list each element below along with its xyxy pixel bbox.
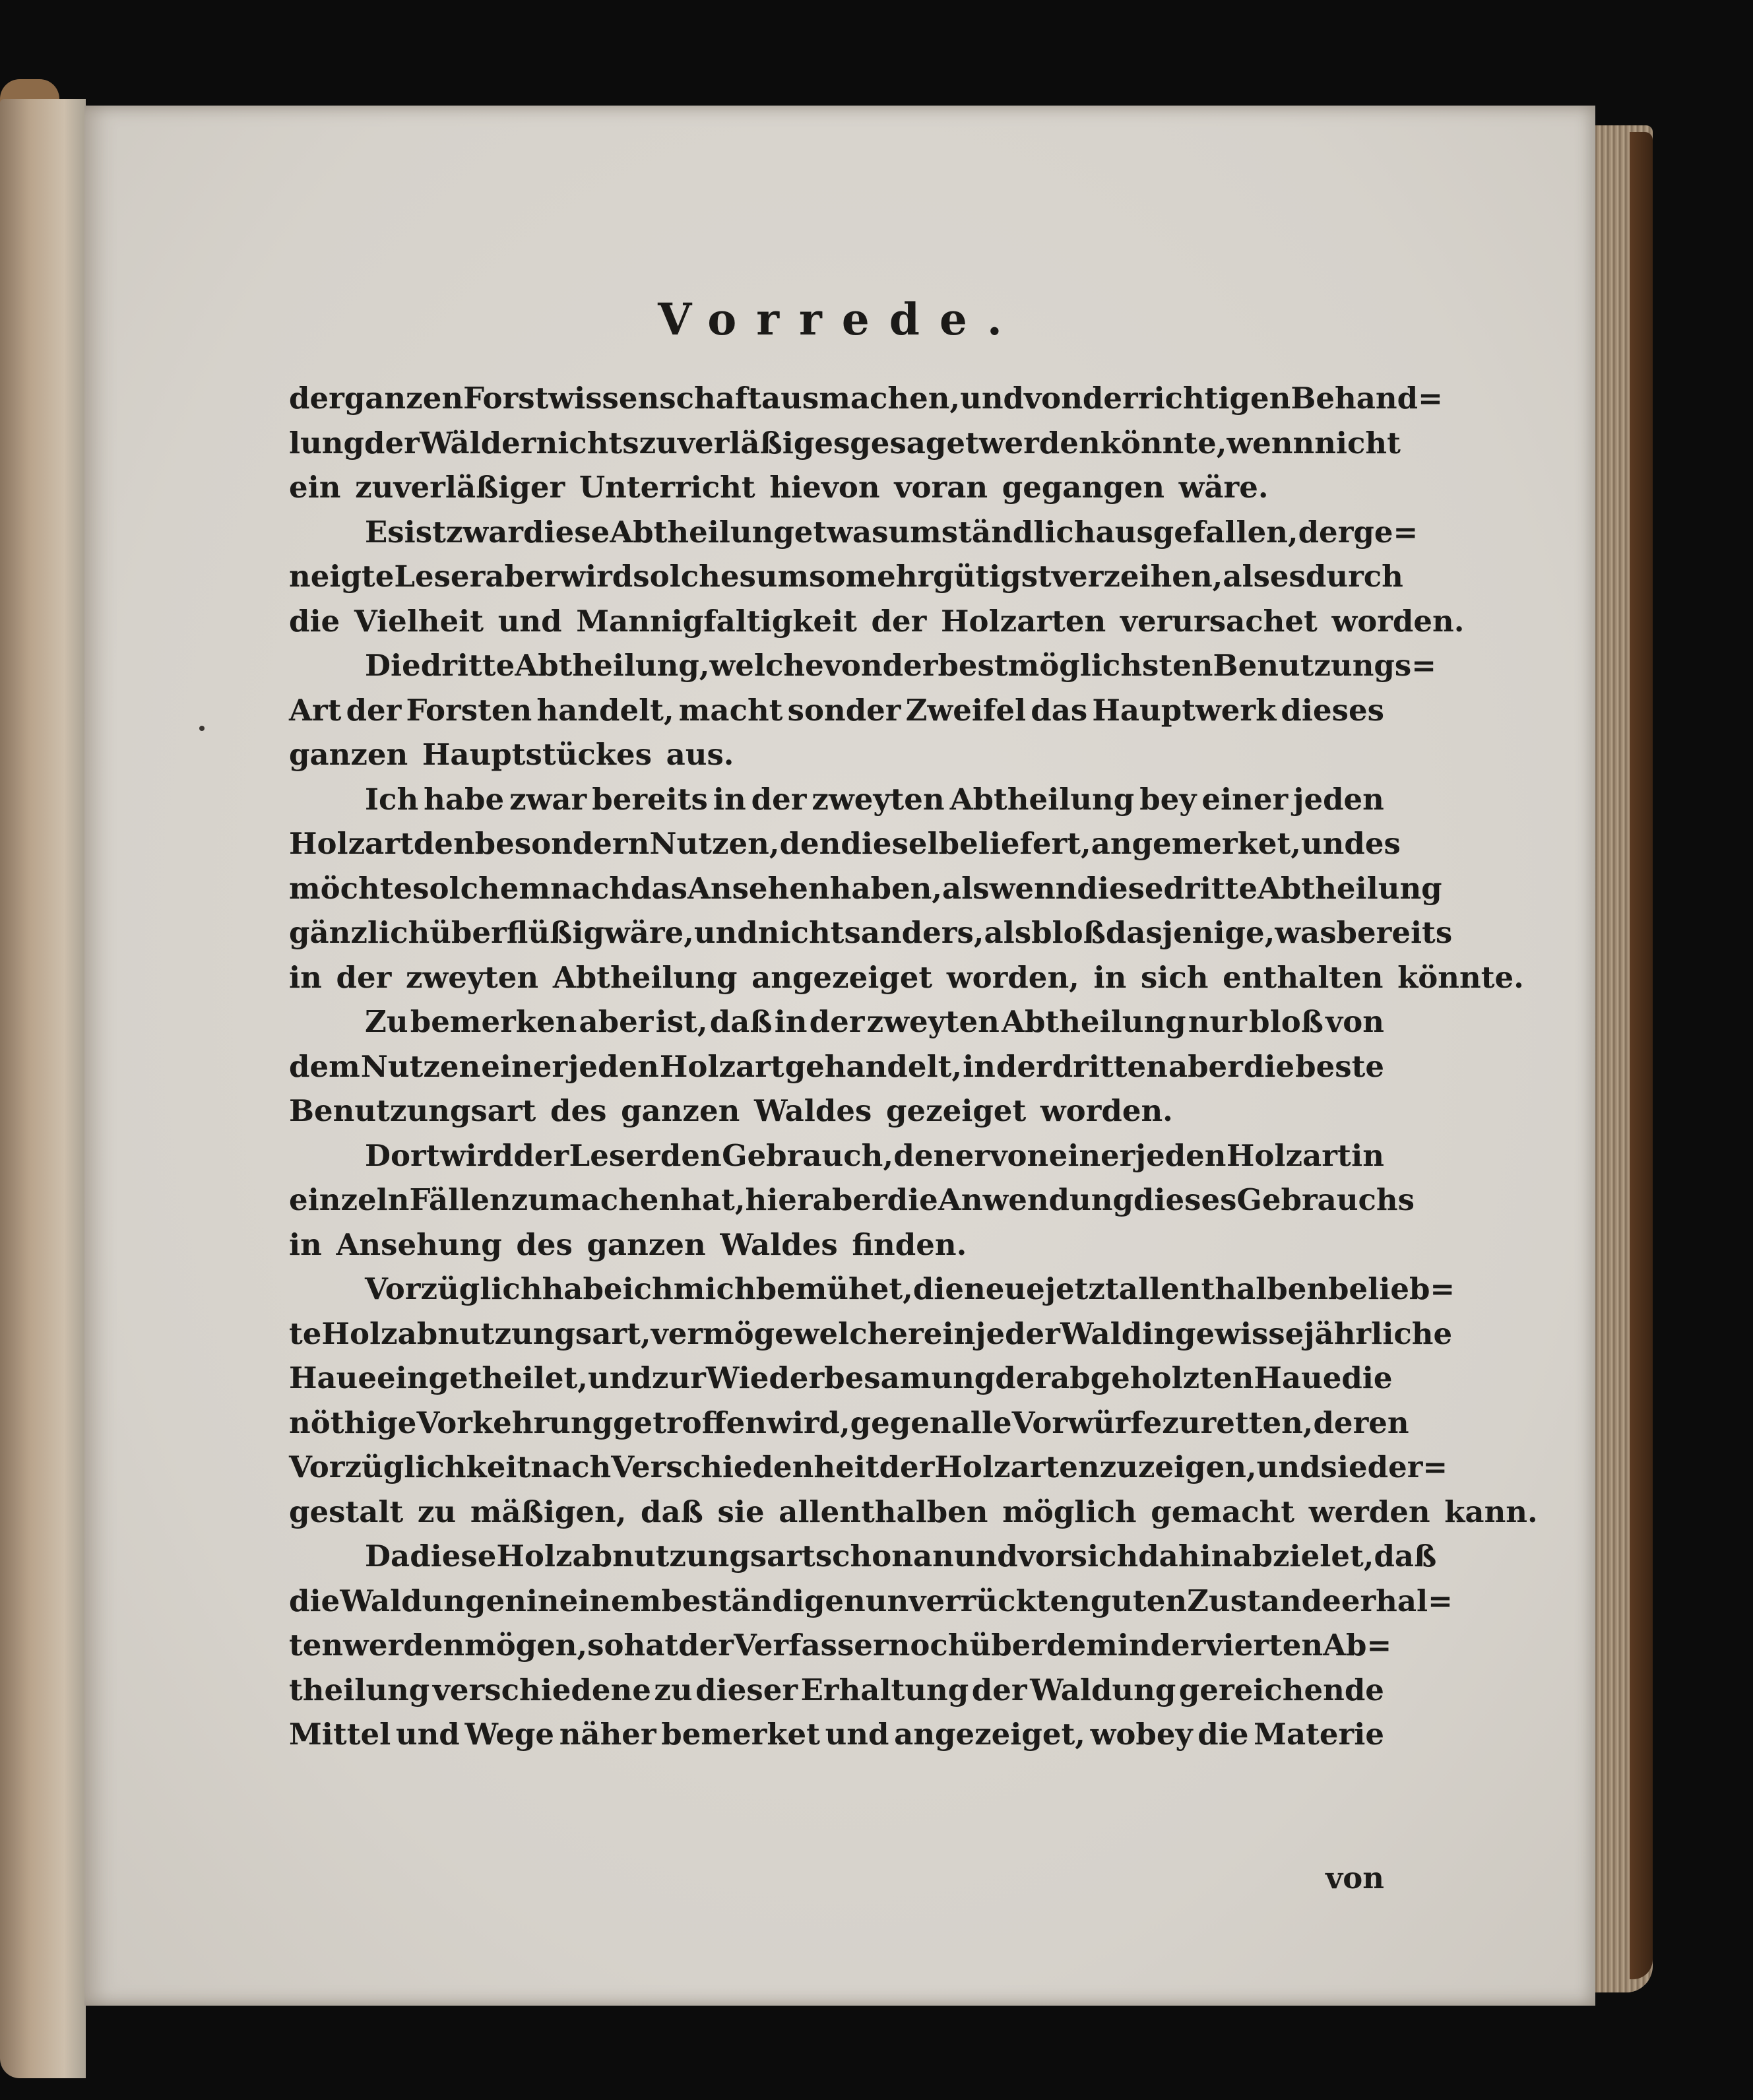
- word: Zu: [365, 1004, 408, 1039]
- word: Holzart: [289, 826, 414, 861]
- word: ist,: [655, 1004, 708, 1039]
- word: ist: [404, 514, 446, 550]
- word: guten: [1090, 1583, 1188, 1618]
- word: überflüßig: [430, 915, 604, 950]
- word: abgeholzten: [1050, 1360, 1254, 1395]
- word: Fällen: [409, 1182, 511, 1217]
- word: vierten: [1205, 1628, 1323, 1663]
- word: Haue: [289, 1360, 377, 1395]
- word: solchemnach: [412, 870, 631, 906]
- word: zuverläßiges: [639, 425, 850, 461]
- word: Erhaltung: [800, 1672, 969, 1707]
- word: wird: [559, 559, 633, 594]
- word: gütigst: [933, 559, 1052, 594]
- word: Anwendung: [938, 1182, 1133, 1217]
- word: bemerket: [661, 1717, 820, 1752]
- word: und: [953, 1539, 1018, 1574]
- word: theilung: [289, 1672, 430, 1707]
- word: Wald: [1060, 1316, 1143, 1351]
- word: dasjenige,: [1105, 915, 1275, 950]
- word: könnte,: [1100, 425, 1227, 461]
- word: Abtheilung: [1258, 870, 1442, 906]
- word: Wege: [464, 1717, 555, 1752]
- word: gereichende: [1178, 1672, 1384, 1707]
- word: belieb=: [1328, 1271, 1455, 1306]
- word: so: [587, 1628, 624, 1663]
- word: bloß: [1249, 1004, 1323, 1039]
- word: der: [513, 1137, 569, 1173]
- word: alle: [951, 1405, 1012, 1440]
- word: Art: [289, 692, 342, 728]
- word: der: [995, 1360, 1051, 1395]
- word: mich: [673, 1271, 756, 1306]
- word: näher: [559, 1717, 656, 1752]
- word: aber: [579, 1004, 654, 1039]
- word: Verfasser: [733, 1628, 889, 1663]
- word: als: [984, 915, 1032, 950]
- word: dritte: [1163, 870, 1258, 906]
- word: macht: [678, 692, 783, 728]
- word: dritte: [420, 648, 515, 683]
- text-line: [289, 1401, 1409, 1446]
- word: nöthige: [289, 1405, 417, 1440]
- word: dieser: [695, 1672, 798, 1707]
- word: in: [963, 1048, 996, 1084]
- book-page: [84, 106, 1595, 2006]
- text-line: [289, 421, 1401, 466]
- word: gänzlich: [289, 915, 430, 950]
- word: ausgefallen,: [1095, 514, 1298, 550]
- word: von: [990, 1137, 1049, 1173]
- word: nach: [530, 1449, 612, 1484]
- word: Ab=: [1323, 1628, 1392, 1663]
- word: er: [955, 1137, 990, 1173]
- word: zu: [654, 1672, 693, 1707]
- word: in: [1117, 1628, 1151, 1663]
- word: der: [346, 692, 402, 728]
- word: Nutzen: [360, 1048, 481, 1084]
- word: umständlich: [888, 514, 1096, 550]
- word: der: [971, 1672, 1027, 1707]
- word: Ansehen: [687, 870, 830, 906]
- word: wenn: [989, 870, 1077, 906]
- word: nichts: [536, 425, 639, 461]
- word: die: [1197, 1717, 1249, 1752]
- text-line: [289, 1044, 1384, 1089]
- word: neue: [964, 1271, 1045, 1306]
- word: ausmachen,: [761, 381, 961, 416]
- word: lung: [289, 425, 364, 461]
- word: ganzen: [344, 381, 464, 416]
- text-line: [289, 1712, 1384, 1757]
- text-line: [289, 1267, 1455, 1312]
- word: möchte: [289, 870, 413, 906]
- word: wobey: [1090, 1717, 1193, 1752]
- word: retten,: [1200, 1405, 1314, 1440]
- text-line: [289, 1133, 1384, 1178]
- word: von: [1325, 1004, 1384, 1039]
- word: der: [289, 381, 344, 416]
- word: der: [1150, 1628, 1206, 1663]
- word: diese: [1077, 870, 1164, 906]
- word: Vorzüglichkeit: [289, 1449, 531, 1484]
- word: richtigen: [1137, 381, 1291, 416]
- word: Vorkehrung: [416, 1405, 614, 1440]
- text-line: [289, 376, 1443, 421]
- word: und: [693, 915, 758, 950]
- word: ich: [622, 1271, 674, 1306]
- word: gehandelt,: [784, 1048, 963, 1084]
- word: zweyten: [812, 781, 945, 817]
- word: als: [1223, 559, 1270, 594]
- word: nicht: [1314, 425, 1401, 461]
- word: Wälder: [419, 425, 536, 461]
- word: liefert,: [978, 826, 1091, 861]
- text-line: [289, 1223, 1384, 1267]
- word: zu: [1099, 1449, 1138, 1484]
- word: bemerken: [410, 1004, 577, 1039]
- word: Zustande: [1187, 1583, 1341, 1618]
- word: gesaget: [850, 425, 979, 461]
- word: zu: [1162, 1405, 1201, 1440]
- word: ein: [923, 1316, 976, 1351]
- word: Verschiedenheit: [611, 1449, 879, 1484]
- word: den: [413, 826, 475, 861]
- line-text: ganzen Hauptstückes aus.: [289, 737, 734, 772]
- word: die: [887, 1182, 938, 1217]
- word: eingetheilet,: [377, 1360, 588, 1395]
- word: sonder: [787, 692, 901, 728]
- word: aber: [812, 1182, 887, 1217]
- word: wäre,: [604, 915, 694, 950]
- word: mehr: [845, 559, 934, 594]
- word: gegen: [850, 1405, 951, 1440]
- word: Es: [365, 514, 404, 550]
- word: Waldungen: [340, 1583, 526, 1618]
- word: te: [289, 1316, 322, 1351]
- word: unverrückten: [865, 1583, 1091, 1618]
- word: jeden: [568, 1048, 659, 1084]
- word: es: [1269, 559, 1306, 594]
- left-page-edge: [0, 99, 86, 2078]
- word: an: [913, 1539, 954, 1574]
- margin-mark: [199, 726, 205, 731]
- word: von: [823, 648, 883, 683]
- word: und: [587, 1360, 652, 1395]
- word: hier: [745, 1182, 813, 1217]
- word: der: [678, 1628, 734, 1663]
- catchword: von: [1325, 1861, 1384, 1895]
- text-line: [289, 554, 1403, 599]
- word: Forsten: [406, 692, 532, 728]
- text-line: [289, 510, 1418, 555]
- word: das: [630, 870, 687, 906]
- word: Da: [365, 1539, 410, 1574]
- word: allenthalben: [1118, 1271, 1329, 1306]
- word: zwar: [445, 514, 524, 550]
- word: mögen,: [464, 1628, 588, 1663]
- word: Waldung: [1030, 1672, 1176, 1707]
- word: in: [774, 1004, 808, 1039]
- word: Vorwürfe: [1011, 1405, 1163, 1440]
- word: den: [660, 1137, 722, 1173]
- text-line: [289, 777, 1384, 822]
- line-text: in Ansehung des ganzen Waldes finden.: [289, 1226, 967, 1262]
- word: welcher: [793, 1316, 924, 1351]
- word: Abtheilung: [610, 514, 794, 550]
- word: in: [1351, 1137, 1384, 1173]
- word: einer: [1048, 1137, 1135, 1173]
- word: was: [1275, 915, 1337, 950]
- word: Materie: [1254, 1717, 1384, 1752]
- word: zwar: [509, 781, 587, 817]
- text-line: [289, 821, 1401, 866]
- word: und: [960, 381, 1025, 416]
- word: werden: [978, 425, 1100, 461]
- text-line: [289, 688, 1384, 733]
- word: der: [809, 1004, 865, 1039]
- word: hat,: [680, 1182, 746, 1217]
- word: die: [1341, 1360, 1393, 1395]
- word: habe: [424, 781, 505, 817]
- word: Zweifel: [905, 692, 1027, 728]
- word: und: [1256, 1449, 1321, 1484]
- book-cover-edge: [1630, 132, 1653, 1979]
- word: dieselbe: [841, 826, 978, 861]
- text-line: [289, 732, 1384, 777]
- word: Behand=: [1291, 381, 1443, 416]
- word: hat: [623, 1628, 679, 1663]
- word: Holzabnutzungsart,: [321, 1316, 651, 1351]
- word: vor: [1017, 1539, 1071, 1574]
- word: handelt,: [536, 692, 674, 728]
- word: Holzart: [1226, 1137, 1351, 1173]
- text-line: [289, 1356, 1393, 1401]
- word: Ich: [365, 781, 419, 817]
- word: Nutzen,: [649, 826, 780, 861]
- word: neigte: [289, 559, 395, 594]
- word: Abtheilung: [949, 781, 1135, 817]
- word: ten: [289, 1628, 344, 1663]
- word: werden: [343, 1628, 465, 1663]
- page-title: Vorrede.: [658, 294, 1022, 345]
- word: der: [882, 648, 938, 683]
- word: zu: [511, 1182, 550, 1217]
- word: den: [779, 826, 841, 861]
- word: solches: [633, 559, 756, 594]
- text-line: [289, 1312, 1453, 1356]
- word: die: [912, 1271, 965, 1306]
- word: bloß: [1031, 915, 1106, 950]
- word: Forstwissenschaft: [463, 381, 761, 416]
- word: von: [1024, 381, 1083, 416]
- word: der: [879, 1449, 935, 1484]
- word: beste: [1295, 1048, 1384, 1084]
- word: einem: [559, 1583, 662, 1618]
- word: wenn: [1227, 425, 1315, 461]
- word: zweyten: [866, 1004, 1000, 1039]
- word: angemerket,: [1091, 826, 1301, 861]
- word: jeden: [1293, 781, 1384, 817]
- text-line: [289, 1490, 1538, 1535]
- word: daß: [1374, 1539, 1437, 1574]
- word: Benutzungs=: [1213, 648, 1436, 683]
- word: bestmöglichsten: [938, 648, 1213, 683]
- word: habe: [542, 1271, 623, 1306]
- word: Vorzüglich: [365, 1271, 542, 1306]
- word: der: [751, 781, 807, 817]
- word: und: [395, 1717, 460, 1752]
- line-text: Benutzungsart des ganzen Waldes gezeiget worden.: [289, 1093, 1173, 1128]
- word: besondern: [474, 826, 650, 861]
- word: dahin: [1138, 1539, 1233, 1574]
- word: der: [1298, 514, 1354, 550]
- word: Hauptwerk: [1092, 692, 1277, 728]
- word: jetzt: [1044, 1271, 1119, 1306]
- text-line: [289, 866, 1442, 911]
- word: Gebrauchs: [1236, 1182, 1415, 1217]
- line-text: gestalt zu mäßigen, daß sie allenthalben möglich gemacht werden kann.: [289, 1494, 1538, 1529]
- word: haben,: [829, 870, 942, 906]
- word: als: [941, 870, 990, 906]
- word: Holzabnutzungsart: [496, 1539, 815, 1574]
- text-line: [289, 1534, 1437, 1579]
- word: noch: [888, 1628, 970, 1663]
- text-line: [289, 643, 1436, 688]
- word: einer: [481, 1048, 568, 1084]
- word: und: [1300, 826, 1365, 861]
- word: daß: [709, 1004, 773, 1039]
- word: gewisse: [1175, 1316, 1304, 1351]
- word: Holzart: [659, 1048, 784, 1084]
- word: verschiedene: [432, 1672, 651, 1707]
- word: der: [1082, 381, 1138, 416]
- word: Leser: [394, 559, 486, 594]
- word: den: [893, 1137, 955, 1173]
- word: Dort: [365, 1137, 440, 1173]
- text-line: [289, 1089, 1384, 1133]
- word: es: [1364, 826, 1401, 861]
- line-text: ein zuverläßiger Unterricht hievon voran gegangen wäre.: [289, 470, 1269, 505]
- word: verzeihen,: [1051, 559, 1223, 594]
- word: so: [809, 559, 846, 594]
- text-line: [289, 599, 1465, 644]
- word: Abtheilung: [1002, 1004, 1186, 1039]
- word: Gebrauch,: [722, 1137, 893, 1173]
- word: Leser: [569, 1137, 660, 1173]
- word: dem: [289, 1048, 360, 1084]
- word: einzeln: [289, 1182, 410, 1217]
- word: zur: [651, 1360, 706, 1395]
- word: der: [996, 1048, 1052, 1084]
- text-line: [289, 1445, 1448, 1490]
- text-line: [289, 465, 1384, 510]
- word: wird,: [766, 1405, 850, 1440]
- word: schon: [815, 1539, 913, 1574]
- word: abzielet,: [1232, 1539, 1374, 1574]
- word: jährliche: [1304, 1316, 1453, 1351]
- word: Haue: [1254, 1360, 1342, 1395]
- text-line: [289, 910, 1453, 955]
- text-line: [289, 1579, 1453, 1624]
- line-text: die Vielheit und Mannigfaltigkeit der Holzarten verursachet worden.: [289, 603, 1465, 639]
- word: Wiederbesamung: [705, 1360, 996, 1395]
- word: bereits: [1336, 915, 1453, 950]
- word: etwas: [794, 514, 889, 550]
- word: einer: [1201, 781, 1289, 817]
- word: angezeiget,: [894, 1717, 1085, 1752]
- word: beständigen: [661, 1583, 866, 1618]
- word: durch: [1305, 559, 1403, 594]
- word: die: [1243, 1048, 1295, 1084]
- word: dieses: [1133, 1182, 1237, 1217]
- word: dieses: [1281, 692, 1384, 728]
- word: nur: [1188, 1004, 1247, 1039]
- word: welche: [709, 648, 824, 683]
- word: sie: [1320, 1449, 1368, 1484]
- word: der=: [1367, 1449, 1448, 1484]
- text-line: [289, 1000, 1384, 1044]
- word: wird: [439, 1137, 513, 1173]
- line-text: in der zweyten Abtheilung angezeiget worden, in sich enthalten könnte.: [289, 959, 1524, 995]
- word: nichts: [757, 915, 861, 950]
- word: vermöge: [651, 1316, 794, 1351]
- word: bereits: [592, 781, 708, 817]
- word: bemühet,: [755, 1271, 913, 1306]
- word: machen: [549, 1182, 681, 1217]
- word: Die: [365, 648, 421, 683]
- word: überdem: [969, 1628, 1118, 1663]
- word: jeder: [975, 1316, 1060, 1351]
- body-text: [289, 376, 1538, 1757]
- word: anders,: [860, 915, 984, 950]
- word: in: [713, 781, 746, 817]
- word: aber: [1168, 1048, 1243, 1084]
- word: erhal=: [1341, 1583, 1453, 1618]
- word: um: [755, 559, 810, 594]
- word: diese: [523, 514, 610, 550]
- word: aber: [485, 559, 560, 594]
- word: dritten: [1052, 1048, 1168, 1084]
- word: ge=: [1353, 514, 1418, 550]
- word: Mittel: [289, 1717, 391, 1752]
- word: der: [364, 425, 420, 461]
- word: in: [1142, 1316, 1176, 1351]
- word: bey: [1139, 781, 1197, 817]
- word: diese: [410, 1539, 497, 1574]
- word: Holzarten: [934, 1449, 1100, 1484]
- word: Abtheilung,: [515, 648, 710, 683]
- text-line: [289, 1623, 1392, 1668]
- word: jeden: [1135, 1137, 1227, 1173]
- word: deren: [1313, 1405, 1409, 1440]
- word: die: [289, 1583, 340, 1618]
- text-line: [289, 1668, 1384, 1713]
- word: sich: [1070, 1539, 1139, 1574]
- word: zeigen,: [1137, 1449, 1257, 1484]
- text-line: [289, 955, 1524, 1000]
- word: getroffen: [613, 1405, 767, 1440]
- word: das: [1031, 692, 1088, 728]
- word: und: [825, 1717, 889, 1752]
- word: in: [526, 1583, 559, 1618]
- text-line: [289, 1178, 1415, 1223]
